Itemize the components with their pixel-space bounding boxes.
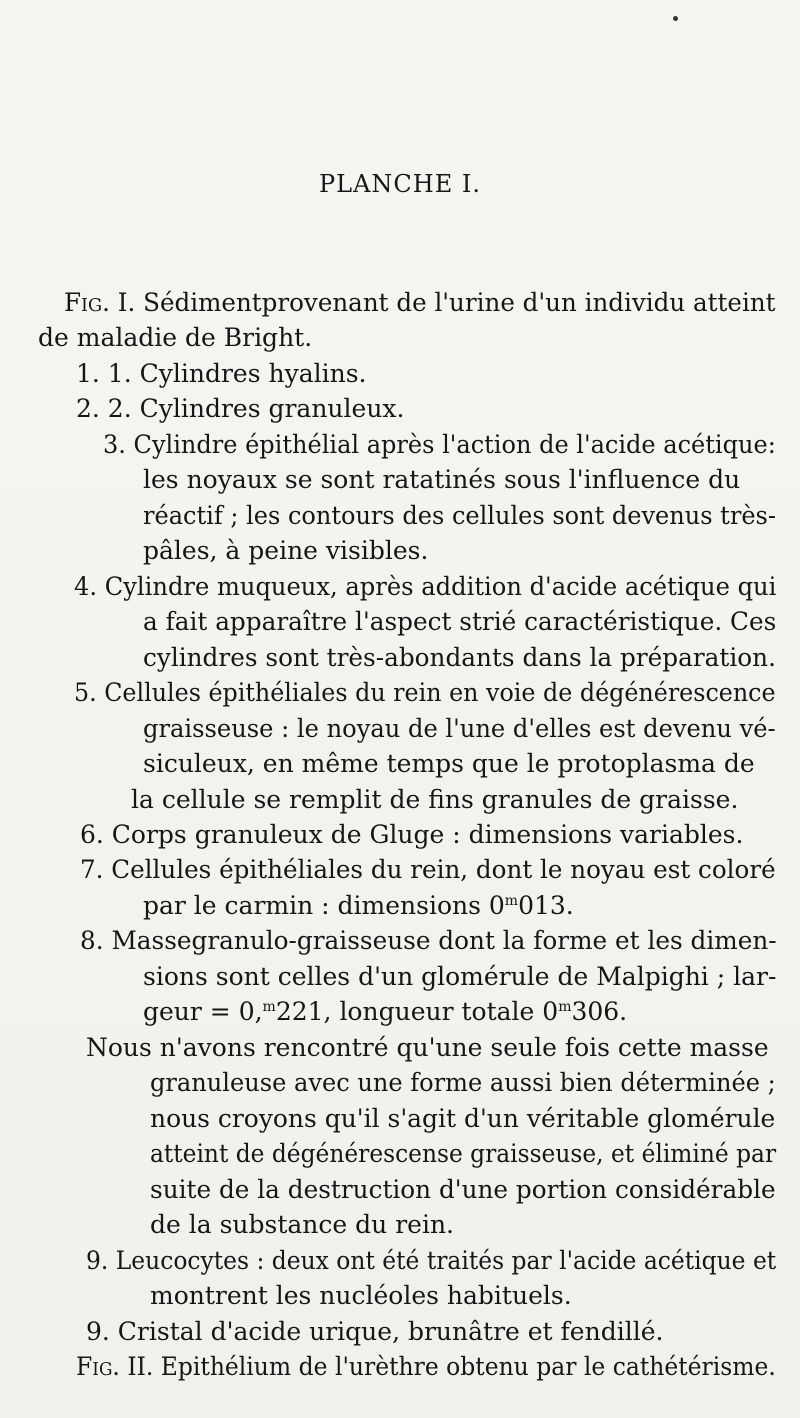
item-7: 7. Cellules épithéliales du rein, dont le noyau est coloré (80, 855, 776, 884)
item-7-dimension-value: 013. (518, 891, 574, 920)
item-9-leucocytes-line-2: montrent les nucléoles habituels. (150, 1281, 572, 1310)
fig-2-caption (76, 1350, 776, 1384)
fig-1-text: . I. Sédimentprovenant de l'urine d'un individu atteint (102, 288, 776, 317)
item-8-length-text: 221, longueur totale 0 (275, 997, 559, 1026)
item-3-line-3: réactif ; les contours des cellules sont devenus très- (143, 501, 776, 530)
item-8-line-2: sions sont celles d'un glomérule de Malpighi ; lar- (143, 962, 777, 991)
metre-superscript: m (504, 893, 519, 909)
item-8-length-value: 306. (571, 997, 628, 1026)
item-8-width-text: geur = 0, (143, 997, 263, 1026)
fig-1-label: Fig (64, 288, 103, 317)
note-line-1: Nous n'avons rencontré qu'une seule fois cette masse (86, 1033, 769, 1062)
item-4-line-2: a fait apparaître l'aspect strié caractéristique. Ces (143, 607, 777, 636)
fig-1-caption-line-2: de maladie de Bright. (38, 323, 313, 352)
item-4: 4. Cylindre muqueux, après addition d'acide acétique qui (74, 572, 777, 601)
item-8-line-3 (143, 995, 627, 1029)
item-5: 5. Cellules épithéliales du rein en voie de dégénérescence (74, 678, 776, 707)
item-8: 8. Massegranulo-graisseuse dont la forme et les dimen- (80, 926, 777, 955)
note-line-5: suite de la destruction d'une portion considérable (150, 1175, 776, 1204)
plate-title: PLANCHE I. (319, 170, 481, 198)
item-6: 6. Corps granuleux de Gluge : dimensions variables. (80, 820, 744, 849)
ink-speck (673, 16, 678, 21)
metre-superscript: m (558, 999, 572, 1015)
item-3-line-4: pâles, à peine visibles. (143, 536, 429, 565)
item-5-line-3: siculeux, en même temps que le protoplasma de (143, 749, 755, 778)
item-3-line-2: les noyaux se sont ratatinés sous l'influence du (143, 465, 741, 494)
fig-2-text: . II. Epithélium de l'urèthre obtenu par le cathétérisme. (112, 1352, 776, 1381)
item-2: 2. 2. Cylindres granuleux. (76, 394, 405, 423)
item-9-crystal: 9. Cristal d'acide urique, brunâtre et fendillé. (86, 1317, 664, 1346)
item-3: 3. Cylindre épithélial après l'action de l'acide acétique: (103, 430, 776, 459)
item-5-line-2: graisseuse : le noyau de l'une d'elles est devenu vé- (143, 714, 776, 743)
item-9-leucocytes: 9. Leucocytes : deux ont été traités par l'acide acétique et (86, 1246, 777, 1275)
note-line-6: de la substance du rein. (150, 1210, 454, 1239)
item-4-line-3: cylindres sont très-abondants dans la préparation. (143, 643, 776, 672)
fig-1-caption (64, 286, 776, 320)
note-line-2: granuleuse avec une forme aussi bien déterminée ; (150, 1068, 776, 1097)
note-line-4: atteint de dégénérescense graisseuse, et éliminé par (150, 1139, 777, 1168)
fig-2-label: Fig (76, 1352, 113, 1381)
note-line-3: nous croyons qu'il s'agit d'un véritable glomérule (150, 1104, 776, 1133)
item-1: 1. 1. Cylindres hyalins. (76, 359, 367, 388)
item-7-line-2 (143, 889, 574, 923)
item-7-dimension-text: par le carmin : dimensions 0 (143, 891, 505, 920)
item-5-line-4: la cellule se remplit de fins granules de graisse. (131, 785, 739, 814)
metre-superscript: m (262, 999, 276, 1015)
